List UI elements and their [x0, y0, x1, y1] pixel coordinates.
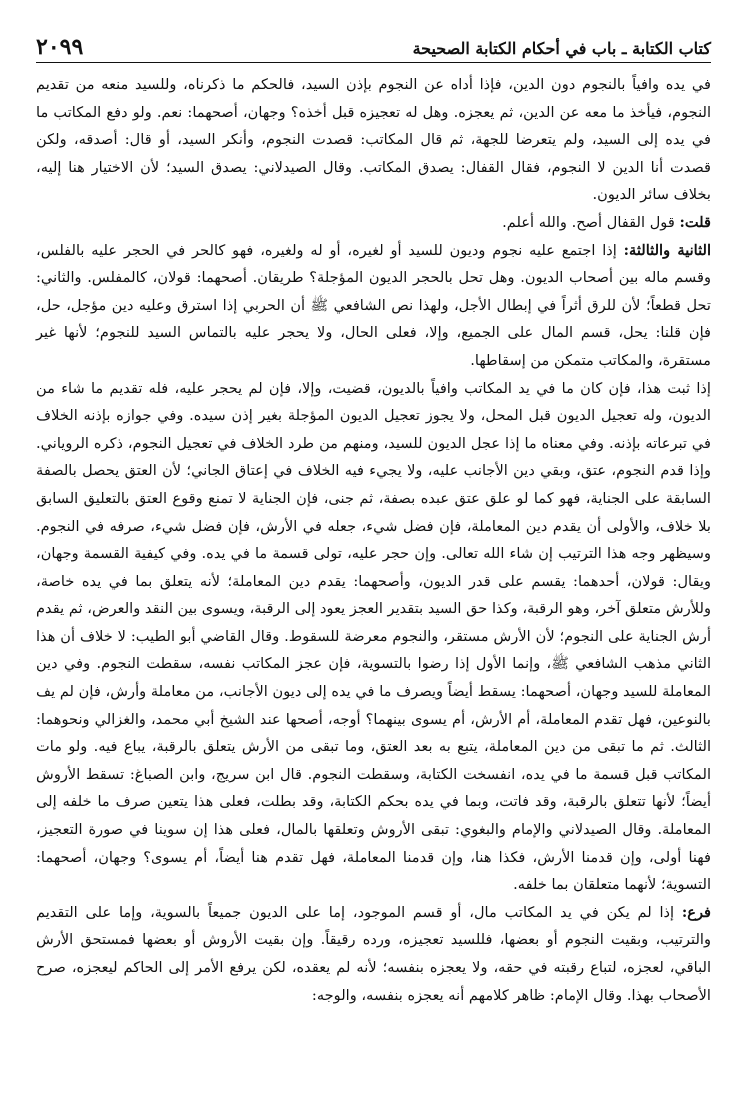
paragraph-lead: قلت:: [679, 213, 711, 231]
page-number: ٢٠٩٩: [36, 34, 84, 60]
page-body: [36, 71, 711, 1009]
paragraph-text: إذا لم يكن في يد المكاتب مال، أو قسم الموجود، إما على الديون جميعاً بالسوية، وإما على التقديم والترتيب، وبقيت النجوم أو بعضها، فللسيد تعجيزه، ورده رقيقاً. وإن بقيت الأروش أو بعضها فمستحق الأرش الباقي، لعجزه، لتباع رقبته في حقه، ولا يعجزه بنفسه؛ لأنه لم يعقده، لكن يرفع الأمر إلى الحاكم ليعجزه، صرح الأصحاب بهذا. وقال الإمام: ظاهر كلامهم أنه يعجزه بنفسه، والوجه:: [36, 903, 711, 1004]
paragraph: [36, 209, 711, 237]
paragraph-text: إذا اجتمع عليه نجوم وديون للسيد أو لغيره، أو له ولغيره، فهو كالحر في الحجر عليه بالفلس، وقسم ماله بين أصحاب الديون. وهل تحل بالحجر الديون المؤجلة؟ طريقان. أصحهما: قولان، كالمفلس. والثاني: تحل قطعاً؛ لأن للرق أثراً في إبطال الأجل، ولهذا نص الشافعي ﷺ أن الحربي إذا استرق وعليه دين مؤجل، حل، فإن قلنا: يحل، قسم المال على الجميع، وإلا، فعلى الحال، ولا يحجر عليه بالتماس السيد للنجوم؛ لأنها غير مستقرة، والمكاتب متمكن من إسقاطها.: [36, 241, 711, 369]
paragraph-text: قول القفال أصح. والله أعلم.: [502, 213, 675, 231]
paragraph: [36, 375, 711, 899]
paragraph-text: إذا ثبت هذا، فإن كان ما في يد المكاتب وافياً بالديون، قضيت، وإلا، فإن لم يحجر عليه، فله تقديم ما شاء من الديون، وله تعجيل الديون قبل المحل، ولا يجوز تعجيل الديون المؤجلة بغير إذن سيده. وفي جوازه بإذنه الخلاف في تبرعاته بإذنه. وفي معناه ما إذا عجل الديون للسيد، ومنهم من طرد الخلاف في تعجيل النجوم، ذكره الروياني. وإذا قدم النجوم، عتق، وبقي دين الأجانب عليه، ولا يجيء فيه الخلاف في إعتاق الجاني؛ لأن العتق يحصل بالصفة السابقة على الجناية، فهو كما لو علق عتق عبده بصفة، ثم جنى، فإن الجناية لا تمنع وقوع العتق بالتعليق السابق بلا خلاف، والأولى أن يقدم دين المعاملة، فإن فضل شيء، جعله في الأرش، فإن فضل شيء، صرفه في النجوم. وسيظهر وجه هذا الترتيب إن شاء الله تعالى. وإن حجر عليه، تولى قسمة ما في يده. وفي كيفية القسمة وجهان، ويقال: قولان، أحدهما: يقسم على قدر الديون، وأصحهما: يقدم دين المعاملة؛ لأنه يتعلق بما في يده خاصة، وللأرش متعلق آخر، وهو الرقبة، وكذا حق السيد بتقدير العجز يعود إلى الرقبة، ويسوى بين النقد والعرض، ثم يقدم أرش الجناية على النجوم؛ لأن الأرش مستقر، والنجوم معرضة للسقوط. وقال القاضي أبو الطيب: لا خلاف أن هذا الثاني مذهب الشافعي ﷺ، وإنما الأول إذا رضوا بالتسوية، فإن عجز المكاتب نفسه، سقطت النجوم. وفي دين المعاملة للسيد وجهان، أصحهما: يسقط أيضاً ويصرف ما في يده إلى ديون الأجانب، من معاملة وأرش، فإن لم يف بالنوعين، فهل تقدم المعاملة، أم الأرش، أم يسوى بينهما؟ أوجه، أصحها عند الشيخ أبي محمد، والغزالي ونحوهما: الثالث. ثم ما تبقى من دين المعاملة، يتبع به بعد العتق، وما تبقى من الأرش يتعلق بالرقبة، يباع فيه. ولو مات المكاتب قبل قسمة ما في يده، انفسخت الكتابة، وسقطت النجوم. قال ابن سريج، وابن الصباغ: تسقط الأروش أيضاً؛ لأنها تتعلق بالرقبة، وقد فاتت، وبما في يده بحكم الكتابة، وقد بطلت، فعلى هذا يتعين صرف ما خلفه إلى المعاملة. وقال الصيدلاني والإمام والبغوي: تبقى الأروش وتعلقها بالمال، فعلى هذا إن سوينا في صورة التعجيز، فهنا أولى، وإن قدمنا الأرش، فكذا هنا، وإن قدمنا المعاملة، فهل تقدم هنا أيضاً، أم يسوى؟ وجهان، أصحهما: التسوية؛ لأنهما متعلقان بما خلفه.: [36, 379, 711, 894]
paragraph: [36, 899, 711, 1009]
paragraph-lead: الثانية والثالثة:: [623, 241, 712, 259]
chapter-title: كتاب الكتابة ـ باب في أحكام الكتابة الصحيحة: [412, 39, 711, 58]
paragraph: [36, 71, 711, 209]
paragraph: [36, 237, 711, 375]
paragraph-lead: فرع:: [681, 903, 712, 921]
running-header: [36, 0, 711, 63]
paragraph-text: في يده وافياً بالنجوم دون الدين، فإذا أداه عن النجوم بإذن السيد، فالحكم ما ذكرناه، وللسيد منعه من تقديم النجوم، فيأخذ ما معه عن الدين، ثم يعجزه. وهل له تعجيزه قبل أخذه؟ وجهان، أصحهما: نعم. ولو دفع المكاتب ما في يده إلى السيد، ولم يتعرضا للجهة، ثم قال المكاتب: قصدت النجوم، وأنكر السيد، أو قال: أصدقه، ولكن قصدت أنا الدين لا النجوم، فقال القفال: يصدق المكاتب. وقال الصيدلاني: يصدق السيد؛ لأن الاختيار هنا إليه، بخلاف سائر الديون.: [36, 76, 711, 204]
